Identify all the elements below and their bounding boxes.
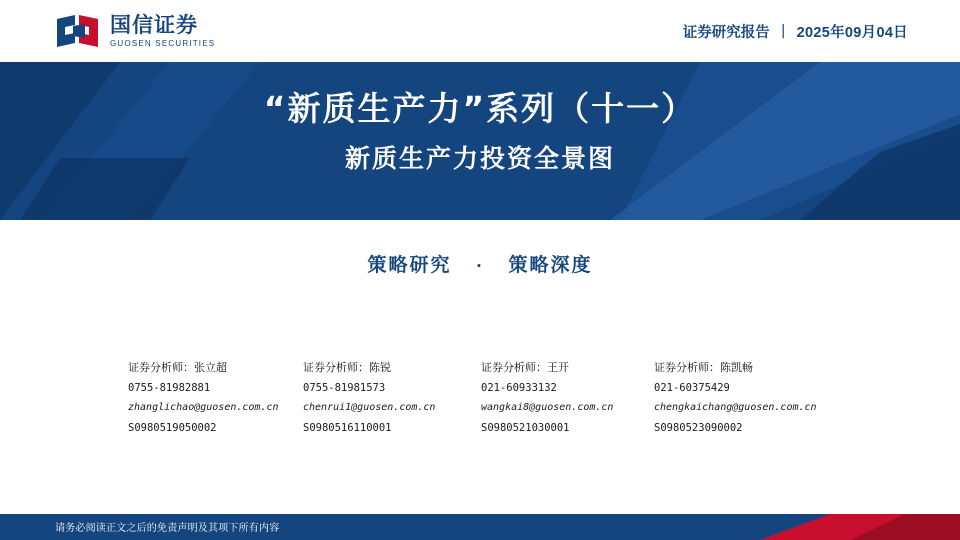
brand-name-cn: 国信证券	[110, 12, 198, 37]
analyst-license: S0980519050002	[128, 422, 217, 434]
brand-logo	[55, 13, 215, 49]
analyst-email[interactable]: wangkai8@guosen.com.cn	[481, 402, 614, 413]
analyst-name: 证券分析师：王开	[481, 361, 569, 374]
analyst-email[interactable]: chengkaichang@guosen.com.cn	[654, 402, 817, 413]
report-sub-title: 新质生产力投资全景图	[344, 144, 615, 173]
guosen-logo-icon	[55, 13, 101, 49]
footer-decoration	[700, 514, 960, 540]
analyst-column	[128, 358, 303, 438]
category-primary: 策略研究	[367, 254, 452, 276]
category-secondary: 策略深度	[508, 254, 593, 276]
analyst-column	[481, 358, 654, 438]
brand-name-en: GUOSEN SECURITIES	[110, 38, 216, 48]
page-footer	[0, 514, 960, 540]
title-block	[0, 62, 960, 175]
footer-disclaimer: 请务必阅读正文之后的免责声明及其项下所有内容	[55, 523, 280, 534]
header-meta	[683, 21, 908, 42]
analyst-column	[303, 358, 481, 438]
analyst-phone: 0755-81982881	[128, 382, 211, 394]
analyst-phone: 021-60933132	[481, 382, 557, 394]
analyst-phone: 0755-81981573	[303, 382, 386, 394]
page-header	[0, 0, 960, 62]
analyst-email[interactable]: chenrui1@guosen.com.cn	[303, 402, 436, 413]
analyst-license: S0980516110001	[303, 422, 392, 434]
report-type-label: 证券研究报告	[682, 24, 770, 41]
analyst-phone: 021-60375429	[654, 382, 730, 394]
analyst-license: S0980521030001	[481, 422, 570, 434]
analyst-license: S0980523090002	[654, 422, 743, 434]
analyst-email[interactable]: zhanglichao@guosen.com.cn	[128, 402, 279, 413]
category-separator-dot: ·	[476, 256, 484, 275]
header-divider: |	[780, 23, 786, 39]
title-banner	[0, 62, 960, 220]
analyst-name: 证券分析师：张立超	[128, 361, 227, 374]
analyst-name: 证券分析师：陈凯畅	[654, 361, 753, 374]
analyst-list	[128, 358, 918, 438]
brand-logo-text	[110, 14, 215, 49]
report-category	[0, 250, 960, 277]
report-main-title: “新质生产力”系列（十一）	[263, 89, 697, 128]
report-date: 2025年09月04日	[796, 24, 908, 41]
analyst-column	[654, 358, 884, 438]
analyst-name: 证券分析师：陈锐	[303, 361, 391, 374]
